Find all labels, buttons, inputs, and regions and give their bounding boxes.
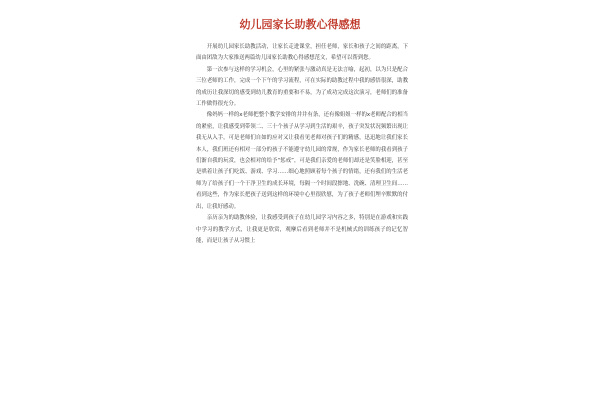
paragraph-1: 开展幼儿园家长助教活动，让家长走进课堂，担任老师，家长和孩子之间的距离，下面由团敌为大家推送两篇幼儿园家长助教心得感想范文，希望可以帮到您。 (196, 44, 408, 62)
paragraph-3: 像妈妈一样的x老师把整个教学安排的井井有条，还有像姐姐一样的x老师配合的相当的紧密，让我感受到带领二、三十个孩子从学习到生活的艰辛，孩子突发状况频繁出现让我无从入手，可是老师们自如的应对又让我看见老师对孩子们的精感，迅迅地让我们家长本人，我们班还有相对一部分的孩子不能遵守幼儿园的常规，作为家长老师的我看到孩子们渐自我的玩赏，也会相对的给予“惩戒”，可是我们亲爱的老师们却还是笑脸相迎，甚至是哄着让孩子们吃饭、游戏、学习……细心地照顾着每个孩子的情绪，还有我们的生活老师为了给孩子们一个干净卫生的成长环境，每隔一个时间段擦地、洗碗、清理卫生间……看到这些，作为家长把孩子送到这样的环境中心里很欣慰，为了孩子老师们埋辛默默的付出，让我好感动。 (196, 112, 408, 210)
document-title: 幼儿园家长助教心得感想 (239, 18, 361, 31)
paragraph-4: 亲历亲为的助教体验，让我感受到孩子在幼儿园学习内容之多，特别是在游戏和实践中学习的教学方式，让我更是欣赏，观摩后看到老师并不是机械式的训练孩子的记忆智能，而是让孩子从习惯上 (196, 215, 408, 244)
paragraph-2: 第一次参与这样的学习机会，心里的紧张与激动真是无法言喻，起初，以为只是配合三位老师的工作，完成一个下午的学习流程，可在实际的助教过程中我的感悟很深，助教的成历让我深切的感受到幼儿教育的重要和不易，为了成功完成这次演习，老师们的准备工作做得很充分。 (196, 66, 408, 108)
document-body (196, 42, 408, 247)
